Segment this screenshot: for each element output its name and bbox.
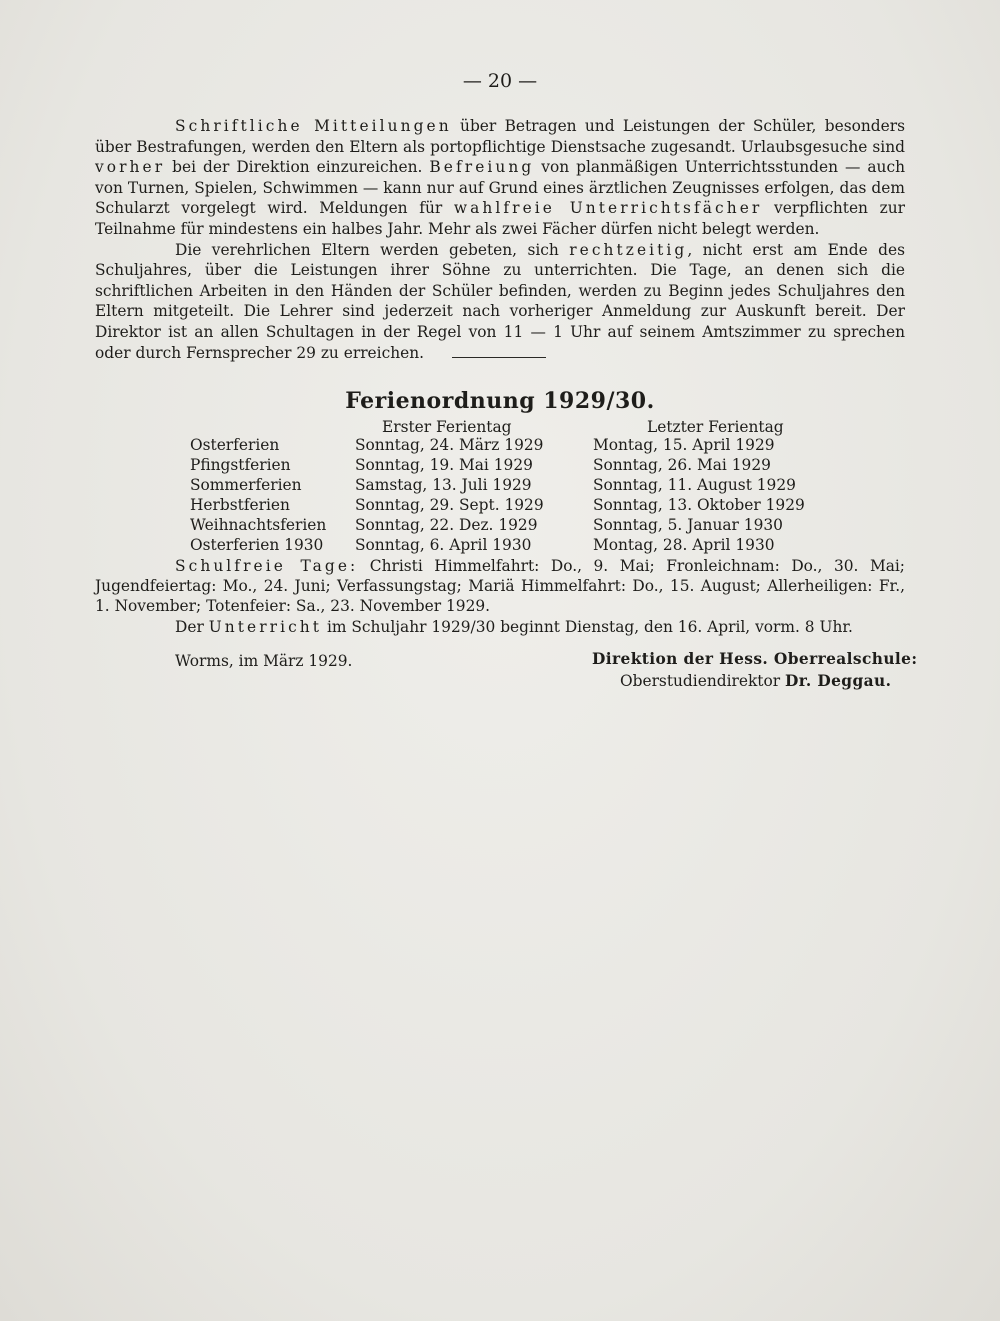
holidays-text: Christi Himmelfahrt: Do., 9. Mai; Fronleichnam: Do., 30. Mai; Jugendfeiertag: Mo., 24. Juni; Verfassungstag; Mariä Himmelfahrt: Do., 15. August; Allerheiligen: Fr., 1. November; Totenfeier: Sa., 23. November 1929. — [95, 557, 905, 616]
page-number: — 20 — — [462, 70, 538, 92]
text-segment: , nicht erst am Ende des Schuljahres, über die Leistungen ihrer Söhne zu unterrichten. Die Tage, an denen sich die schriftlichen Arbeiten in den Händen der Schüler befinden, werden zu Beginn jedes Schuljahres den Eltern mitgeteilt. Die Lehrer sind jederzeit nach vorheriger Anmeldung zur Auskunft bereit. Der Direktor ist an allen Schultagen in der Regel von 11 — 1 Uhr auf seinem Amtszimmer zu sprechen oder durch Fernsprecher 29 zu erreichen. — [95, 240, 905, 362]
last-day: Montag, 28. April 1930 — [593, 536, 775, 554]
notes — [95, 556, 905, 637]
holidays-label: Schulfreie Tage: — [175, 557, 359, 575]
holiday-name: Herbstferien — [190, 496, 290, 514]
emphasis-schriftliche: Schriftliche Mitteilungen — [175, 117, 452, 135]
column-header-first: Erster Ferientag — [382, 418, 512, 436]
holiday-name: Pfingstferien — [190, 456, 291, 474]
schedule-row — [0, 456, 1000, 476]
text-segment: bei der Direktion einzureichen. — [165, 158, 430, 177]
schedule-row — [0, 476, 1000, 496]
last-day: Sonntag, 5. Januar 1930 — [593, 516, 783, 534]
paragraph-parents — [95, 240, 905, 364]
schedule-row — [0, 496, 1000, 516]
director-name: Dr. Deggau. — [785, 672, 892, 690]
text-segment: über Betragen und Leistungen der Schüler, besonders über Bestrafungen, werden den Eltern als portopflichtige Dienstsache zugesandt. Urlaubsgesuche sind — [95, 117, 905, 156]
column-header-last: Letzter Ferientag — [647, 418, 784, 436]
schedule-title: Ferienordnung 1929/30. — [345, 388, 655, 414]
holiday-name: Osterferien 1930 — [190, 536, 324, 554]
holiday-name: Osterferien — [190, 436, 280, 454]
schedule-row — [0, 436, 1000, 456]
director-role: Oberstudiendirektor — [620, 672, 785, 690]
emphasis-rechtzeitig: rechtzeitig — [569, 240, 688, 259]
direction-signature: Direktion der Hess. Oberrealschule: — [592, 650, 918, 668]
last-day: Montag, 15. April 1929 — [593, 436, 775, 454]
last-day: Sonntag, 26. Mai 1929 — [593, 456, 771, 474]
text-segment: von planmäßigen Unterrichtsstunden — auch von Turnen, Spielen, Schwimmen — kann nur auf Grund eines ärztlichen Zeugnisses erfolgen, das dem Schularzt vorgelegt wird. Meldungen für — [95, 158, 905, 218]
emphasis-wahlfreie: wahlfreie Unterrichtsfächer — [453, 199, 763, 218]
divider-line — [452, 357, 546, 358]
last-day: Sonntag, 11. August 1929 — [593, 476, 796, 494]
first-day: Samstag, 13. Juli 1929 — [355, 476, 532, 494]
school-start-paragraph — [95, 617, 905, 637]
director-line — [620, 672, 891, 690]
emphasis-unterricht: Unterricht — [208, 617, 323, 636]
first-day: Sonntag, 24. März 1929 — [355, 436, 544, 454]
last-day: Sonntag, 13. Oktober 1929 — [593, 496, 805, 514]
first-day: Sonntag, 22. Dez. 1929 — [355, 516, 538, 534]
text-segment: Die verehrlichen Eltern werden gebeten, sich — [175, 240, 570, 259]
first-day: Sonntag, 29. Sept. 1929 — [355, 496, 544, 514]
emphasis-vorher: vorher — [95, 158, 166, 177]
text-segment: verpflichten zur Teilnahme für mindestens ein halbes Jahr. Mehr als zwei Fächer dürfen nicht belegt werden. — [95, 199, 906, 238]
first-day: Sonntag, 6. April 1930 — [355, 536, 532, 554]
text-segment: im Schuljahr 1929/30 beginnt Dienstag, den 16. April, vorm. 8 Uhr. — [322, 617, 853, 636]
holiday-name: Weihnachtsferien — [190, 516, 327, 534]
holiday-name: Sommerferien — [190, 476, 302, 494]
emphasis-befreiung: Befreiung — [429, 158, 535, 177]
paragraph-communications — [95, 116, 905, 240]
holidays-paragraph — [95, 556, 905, 617]
body-text — [95, 116, 905, 363]
text-segment: Der — [175, 617, 209, 636]
place-date: Worms, im März 1929. — [175, 652, 353, 670]
first-day: Sonntag, 19. Mai 1929 — [355, 456, 533, 474]
schedule-row — [0, 516, 1000, 536]
schedule-row — [0, 536, 1000, 556]
